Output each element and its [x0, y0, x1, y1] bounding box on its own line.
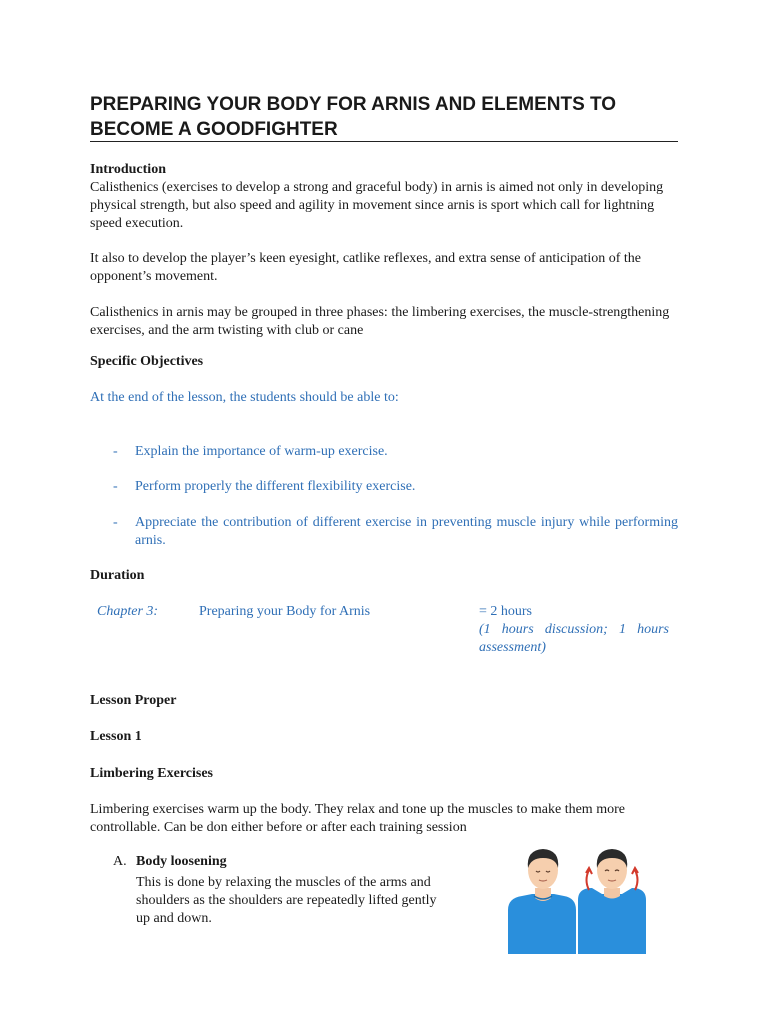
introduction-paragraph-3: Calisthenics in arnis may be grouped in three phases: the limbering exercises, the muscle-strengthening exercises, and the arm twisting with club or cane	[90, 305, 670, 338]
relaxed-figure	[508, 849, 576, 954]
objectives-intro: At the end of the lesson, the students should be able to:	[90, 390, 399, 405]
limbering-paragraph: Limbering exercises warm up the body. They relax and tone up the muscles to make them more controllable. Can be don either before or after each training session	[90, 802, 625, 835]
lesson-number-heading: Lesson 1	[90, 729, 142, 744]
bullet-dash: -	[113, 444, 118, 459]
bullet-dash: -	[113, 479, 118, 494]
duration-hours: = 2 hours	[479, 604, 533, 619]
duration-topic: Preparing your Body for Arnis	[199, 604, 371, 619]
lesson-proper-heading: Lesson Proper	[90, 693, 177, 708]
list-letter: A.	[113, 854, 127, 869]
objective-text: Appreciate the contribution of different exercise in preventing muscle injury while performing arnis.	[135, 515, 678, 548]
objective-text: Perform properly the different flexibility exercise.	[135, 479, 416, 494]
document-title: PREPARING YOUR BODY FOR ARNIS AND ELEMENTS TO BECOME A GOODFIGHTER	[90, 94, 617, 140]
body-loosening-heading: Body loosening	[136, 854, 227, 869]
duration-breakdown: (1 hours discussion; 1 hours assessment)	[479, 622, 669, 655]
shrugging-figure	[578, 849, 646, 954]
duration-heading: Duration	[90, 568, 145, 583]
limbering-heading: Limbering Exercises	[90, 766, 214, 781]
objective-text: Explain the importance of warm-up exercise.	[135, 444, 388, 459]
introduction-paragraph-1: Calisthenics (exercises to develop a strong and graceful body) in arnis is aimed not only in developing physical strength, but also speed and agility in movement since arnis is sport which call for lightning speed execution.	[90, 180, 664, 231]
objectives-heading: Specific Objectives	[90, 354, 204, 369]
title-underline	[90, 141, 678, 142]
introduction-heading: Introduction	[90, 162, 166, 177]
duration-chapter: Chapter 3:	[97, 604, 159, 619]
body-loosening-description: This is done by relaxing the muscles of the arms and shoulders as the shoulders are repeatedly lifted gently up and down.	[136, 875, 437, 926]
shoulder-shrug-illustration	[498, 838, 652, 956]
bullet-dash: -	[113, 515, 118, 530]
introduction-paragraph-2: It also to develop the player’s keen eyesight, catlike reflexes, and extra sense of anticipation of the opponent’s movement.	[90, 251, 641, 284]
